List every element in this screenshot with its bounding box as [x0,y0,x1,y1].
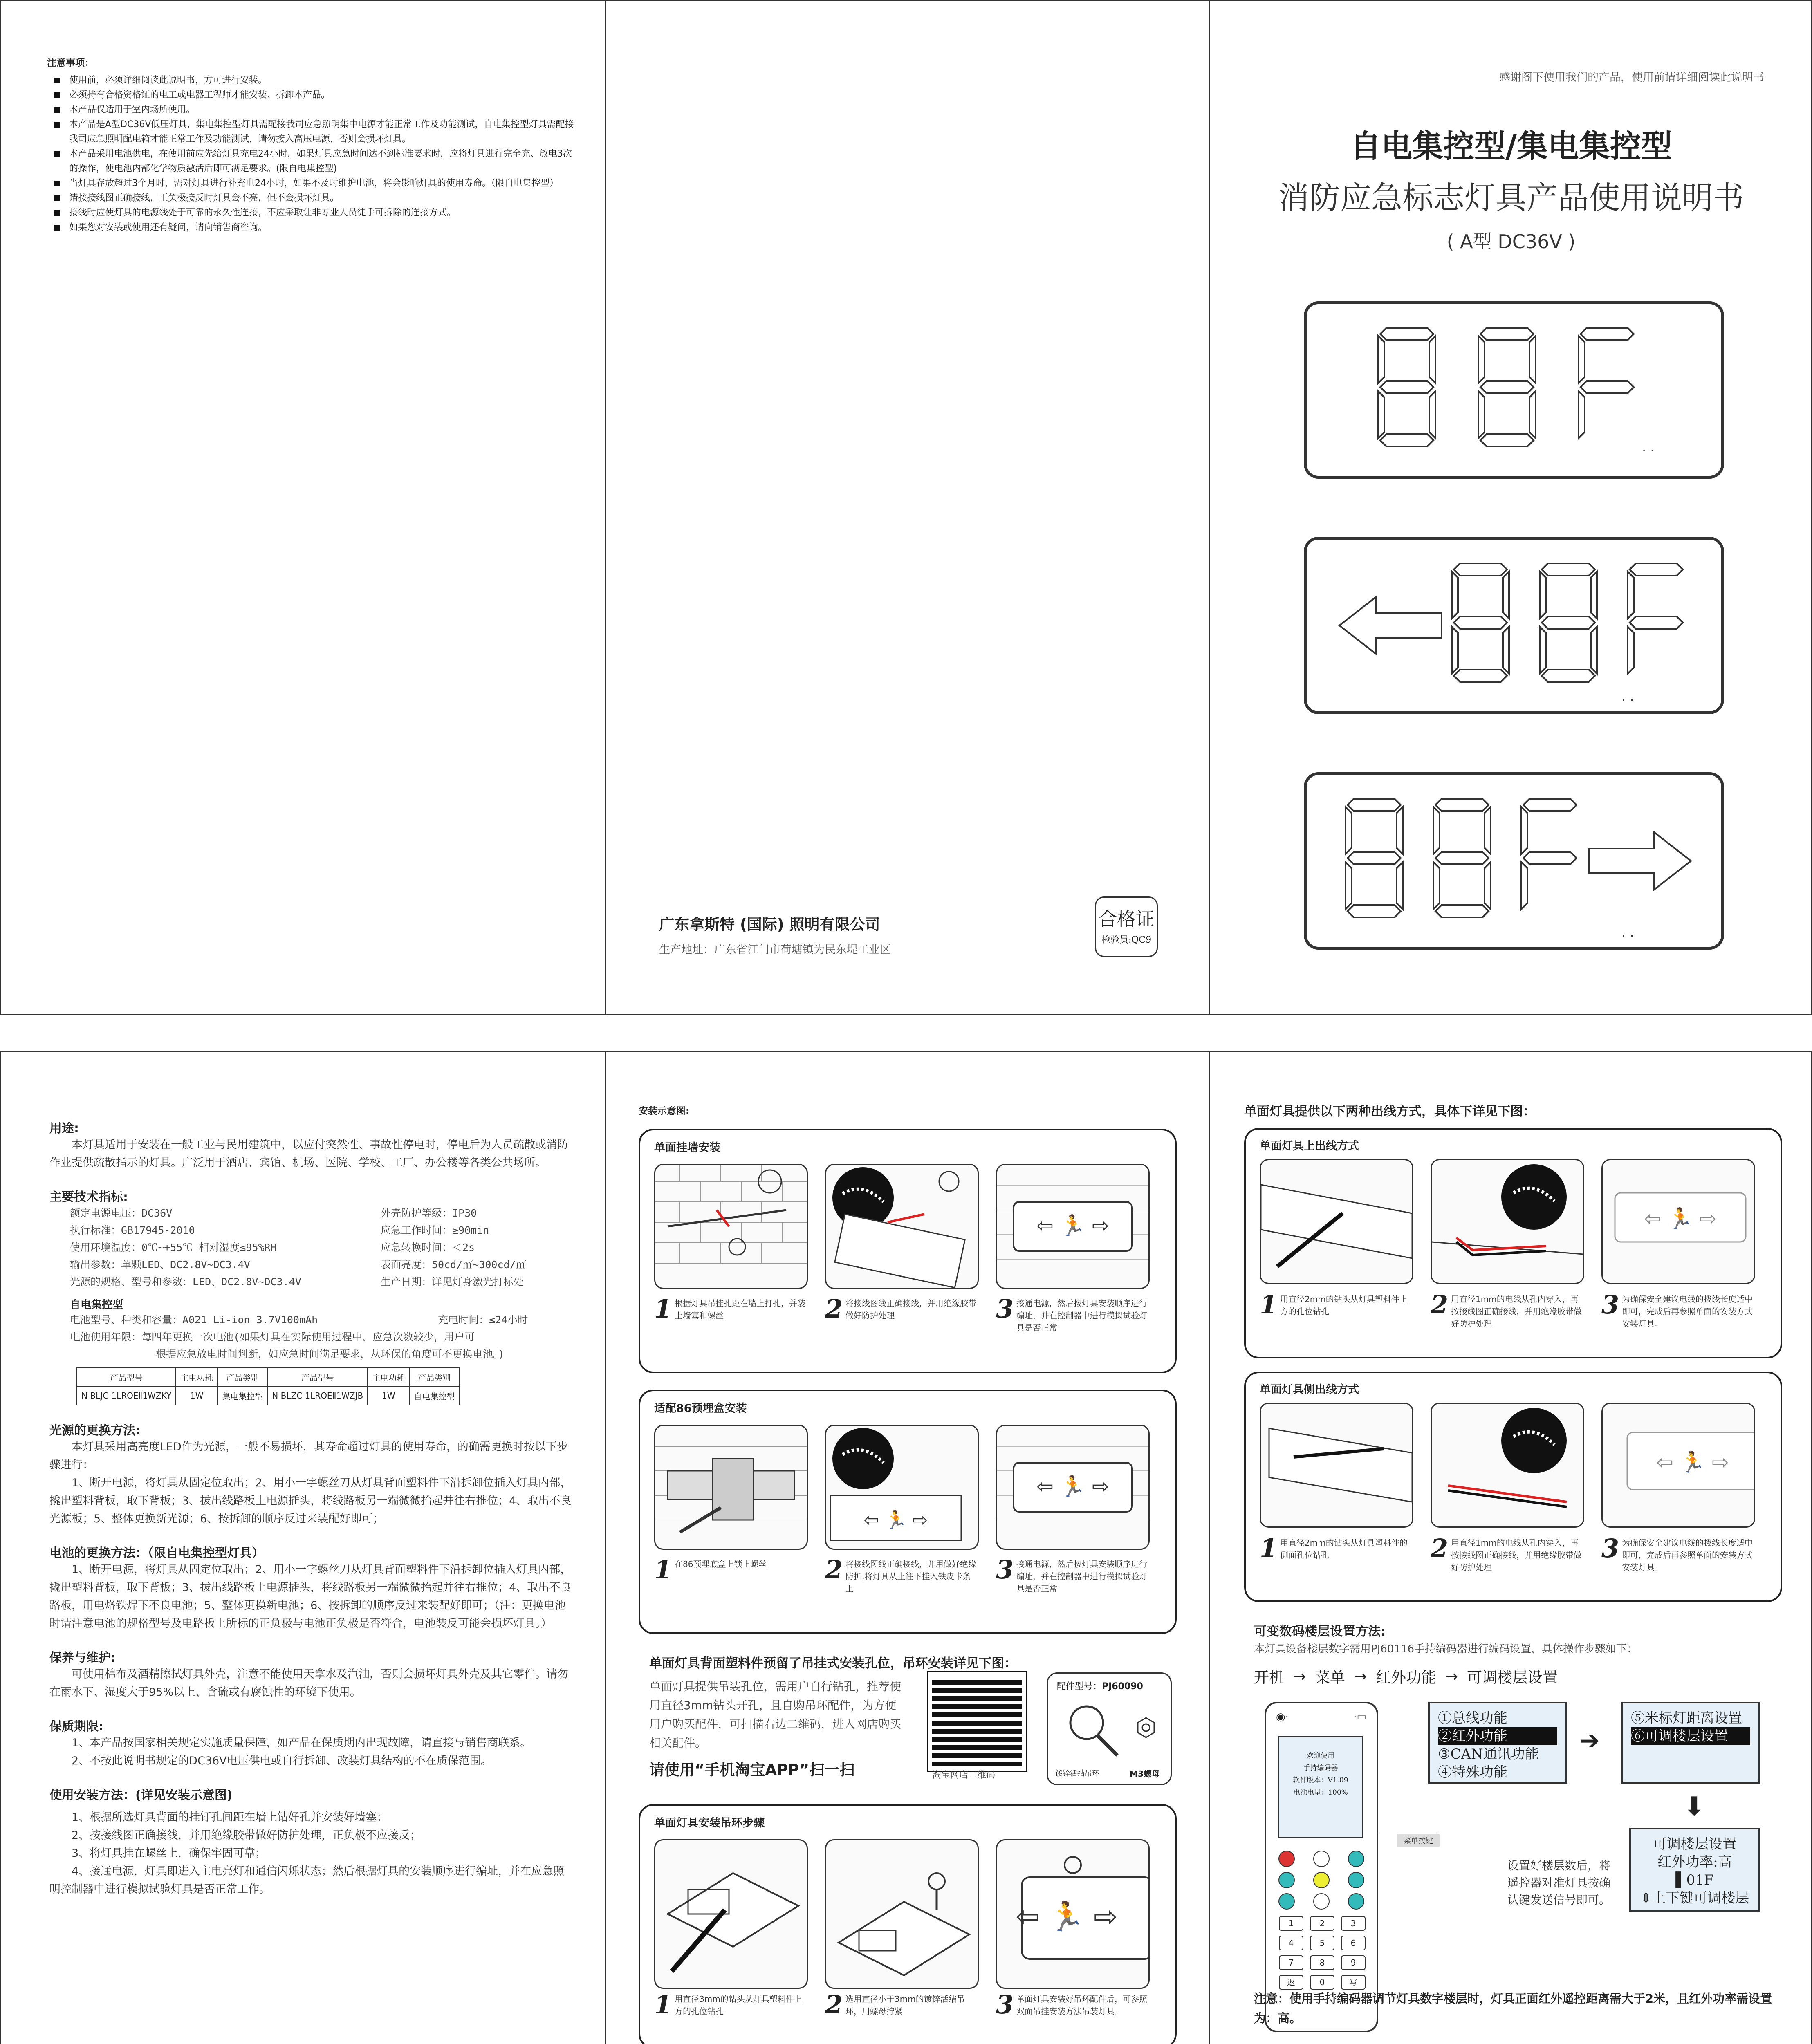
part-box [1047,1672,1172,1785]
keypad-key[interactable]: 1 [1279,1916,1303,1931]
install-step: 2、按接线图正确接线，并用绝缘胶带做好防护处理，正负极不应接反； [72,1829,421,1842]
cover-model: ( A型 DC36V ) [1446,231,1576,253]
top-step1-figure [1260,1159,1413,1284]
func-button[interactable] [1348,1851,1364,1867]
spec-item: 使用环境温度：0℃~+55℃ 相对湿度≤95%RH [70,1242,277,1253]
install-step: 1、根据所选灯具背面的挂钉孔间距在墙上钻好孔并安装好墙塞； [72,1811,388,1824]
exit-sign-icon [1603,1404,1754,1526]
remote-encoder [1265,1702,1378,2032]
down-button[interactable] [1313,1893,1330,1910]
note-item: 必须持有合格资格证的电工或电器工程师才能安装、拆卸本产品。 [47,88,580,103]
floor-title: 可变数码楼层设置方法: [1254,1624,1386,1639]
step-number: 3 [996,1990,1014,2019]
certificate-stamp [1095,896,1158,957]
spec-left-col [70,1205,381,1291]
step-number: 3 [996,1294,1014,1324]
maint-title: 保养与维护: [49,1651,116,1665]
exit-sign-icon [997,1165,1148,1288]
notes-list [47,73,580,235]
table-header-cell: 产品型号 [267,1367,368,1386]
flow-step: 可调楼层设置 [1467,1669,1558,1686]
table-cell: 1W [176,1386,218,1405]
sign-arrows: ⇦ 🏃 ⇨ [1656,1450,1729,1474]
flow-step: 菜单 [1315,1669,1346,1686]
warranty-1: 1、本产品按国家相关规定实施质量保障，如产品在保质期内出现故障，请直接与销售商联系。 [72,1737,531,1749]
back-button[interactable] [1278,1893,1295,1910]
wall-install-box [639,1129,1177,1373]
flow-step: 红外功能 [1376,1669,1437,1686]
keypad-key[interactable]: 返 [1279,1975,1303,1990]
menu-item: ③CAN通讯功能 [1438,1746,1539,1762]
menu-item: 红外功率:高 [1657,1854,1732,1870]
side-step2-figure [1431,1403,1584,1528]
note-item: 使用前，必须详细阅读此说明书，方可进行安装。 [47,73,580,88]
lcd-menu-1 [1428,1702,1567,1784]
keypad-key[interactable]: 7 [1279,1955,1303,1970]
table-header-cell: 产品型号 [77,1367,176,1386]
note-item: 本产品是A型DC36V低压灯具，集电集控型灯具需配接我司应急照明集中电源才能正常工作及功能测试，自电集控型灯具需配接我司应急照明配电箱才能正常工作及功能测试，请勿接入高压电源，否则会损坏灯具。 [47,117,580,147]
step-number: 2 [825,1294,843,1324]
keypad-key[interactable]: 写 [1341,1975,1366,1990]
lcd-menu-3 [1629,1828,1760,1912]
top-wiring-box [1244,1128,1782,1358]
drill-icon [1261,1404,1412,1526]
brick-wall-icon [655,1165,807,1288]
right-arrow-icon [1589,832,1691,890]
sign-dots: . . [1642,439,1655,455]
table-cell: N-BLZC-1LROEⅡ1WZJB [267,1386,368,1405]
step-text: 选用直径小于3mm的镀锌活结吊环，用螺母拧紧 [845,1994,965,2016]
table-header-cell: 主电功耗 [368,1367,409,1386]
install-step: 3、将灯具挂在螺丝上，确保牢固可靠； [72,1847,267,1860]
letter-f-icon [1628,563,1683,674]
step-text: 在86预埋底盒上锁上螺丝 [675,1559,767,1569]
drill-icon [655,1840,807,1988]
product-table [76,1367,460,1405]
manual-panel [1,1052,605,2044]
cert-title: 合格证 [1098,908,1155,930]
hang-step2-figure [825,1839,979,1989]
remote-screen [1278,1736,1363,1838]
sign-arrows: ⇦ 🏃 ⇨ [1036,1214,1109,1237]
floor-sign-plain [1304,301,1724,479]
menu-item: ①总线功能 [1438,1710,1507,1726]
battery-title: 电池的更换方法：（限自电集控型灯具） [49,1546,264,1560]
wiring-closeup-icon [1432,1160,1583,1283]
install-step: 4、接通电源，灯具即进入主电亮灯和通信闪烁状态；然后根据灯具的安装顺序进行编址，并在应急照明控制器中进行模拟试验灯具是否正常工作。 [49,1865,565,1896]
left-button[interactable] [1278,1872,1295,1888]
flow-arrow-icon: → [1293,1667,1306,1685]
step-number: 1 [654,1990,672,2019]
wall-title: 单面挂墙安装 [654,1141,720,1154]
ring-and-nut-icon [1048,1694,1171,1768]
spec-item: 执行标准：GB17945-2010 [70,1224,195,1236]
spec-item: 外壳防护等级：IP30 [381,1207,477,1219]
step-text: 将接线图线正确接线，并用做好绝缘防护,将灯具从上往下挂入铁皮卡条上 [845,1559,976,1594]
cert-inspector: 检验员:QC9 [1101,935,1152,945]
battery-life: 电池使用年限：每四年更换一次电池(如果灯具在实际使用过程中，应急次数较少，用户可 [70,1331,475,1343]
warranty-2: 2、不按此说明书规定的DC36V电压供电或自行拆卸、改装灯具结构的不在质保范围。 [72,1755,492,1767]
battery-life-2: 根据应急放电时间判断，如应急时间满足要求，从环保的角度可不更换电池。) [156,1348,505,1360]
menu-item: ⇕上下键可调楼层 [1640,1890,1749,1906]
self-control-title: 自电集控型 [70,1299,123,1311]
wiring-closeup-icon [826,1165,978,1288]
install-panel [605,1052,1209,2044]
hang-step1-figure [654,1839,808,1989]
step-text: 根据灯具吊挂孔距在墙上打孔，并装上墙塞和螺丝 [675,1298,805,1320]
hang-steps-title: 单面灯具安装吊环步骤 [654,1817,765,1829]
install-label: 安装示意图: [639,1106,690,1116]
step-number: 1 [654,1294,672,1324]
wall-step3-figure [996,1164,1150,1289]
sign-dots: . . [1621,689,1634,704]
hang-text: 单面灯具提供吊装孔位，需用户自行钻孔，推荐使用直径3mm钻头开孔，且自购吊环配件，为方便用户购买配件，可扫描右边二维码，进入网店购买相关配件。 [649,1680,902,1750]
step-text: 将接线图线正确接线，并用绝缘胶带做好防护处理 [845,1298,976,1320]
cover-panel [1209,1,1812,1014]
spec-item: 输出参数：单颗LED、DC2.8V~DC3.4V [70,1259,250,1271]
keypad-key[interactable]: 3 [1341,1916,1366,1931]
qr-code-icon [928,1672,1026,1771]
sign-arrows: ⇦ 🏃 ⇨ [1036,1475,1109,1498]
spec-item: 应急工作时间：≥90min [381,1224,489,1236]
remote-screen-line: 欢迎使用 [1307,1752,1334,1760]
digit-8-icon [1433,799,1491,917]
box86-title: 适配86预埋盒安装 [654,1402,747,1415]
remote-screen-line: 电池电量：100% [1293,1788,1348,1797]
digit-8-icon [1346,799,1403,917]
wiring-note: 注意：使用手持编码器调节灯具数字楼层时，灯具正面红外遥控距离需大于2米，且红外功率需设置为：高。 [1254,1992,1772,2025]
step-number: 2 [825,1555,843,1585]
digit-8-icon [1452,563,1509,682]
note-item: 如果您对安装或使用还有疑问，请向销售商咨询。 [47,220,580,235]
taobao-scan-text: 请使用“手机淘宝APP”扫一扫 [649,1761,855,1779]
install-title: 使用安装方法：(详见安装示意图) [49,1788,233,1802]
step-number: 2 [1431,1290,1449,1320]
company-panel [605,1,1209,1014]
menu-item: ⑤米标灯距离设置 [1631,1710,1742,1726]
side-step3-figure [1601,1403,1755,1528]
step-number: 2 [1431,1533,1449,1563]
menu-item: ⑥可调楼层设置 [1631,1727,1750,1745]
wall-step1-figure [654,1164,808,1289]
sign-arrows: ⇦ 🏃 ⇨ [863,1510,928,1531]
keypad-key[interactable]: 6 [1341,1936,1366,1950]
hang-heading: 单面灯具背面塑料件预留了吊挂式安装孔位，吊环安装详见下图： [649,1656,1017,1671]
wall-step2-figure [825,1164,979,1289]
usage-text: 本灯具适用于安装在一般工业与民用建筑中，以应付突然性、事故性停电时，停电后为人员疏散或消防作业提供疏散指示的灯具。广泛用于酒店、宾馆、机场、医院、学校、工厂、办公楼等各类公共场所。 [49,1139,568,1169]
box86-step3-figure [996,1425,1150,1550]
spec-item: 表面亮度：50cd/㎡~300cd/㎡ [381,1259,526,1271]
maint-text: 可使用棉布及酒精擦拭灯具外壳，注意不能使用天拿水及汽油，否则会损坏灯具外壳及其它零件。请勿在雨水下、湿度大于95%以上、含硫或有腐蚀性的环境下使用。 [49,1668,568,1699]
sign-arrows: ⇦ 🏃 ⇨ [1016,1900,1118,1933]
keypad-key[interactable]: 0 [1310,1975,1334,1990]
top-sheet [0,0,1812,1015]
step-text: 接通电源，然后按灯具安装顺序进行编址，并在控制器中进行模拟试验灯具是否正常 [1016,1559,1147,1594]
spec-item: 光源的规格、型号和参数：LED、DC2.8V~DC3.4V [70,1276,301,1288]
menu-item: ④特殊功能 [1438,1764,1507,1780]
left-arrow-icon [1339,597,1442,654]
note-item: 本产品仅适用于室内场所使用。 [47,103,580,117]
step-number: 3 [1601,1290,1619,1320]
step-text: 为确保安全建议电线的拨线长度适中即可，完成后再参照单面的安装方式安装灯具。 [1622,1294,1753,1329]
keypad-key[interactable]: 2 [1310,1916,1334,1931]
company-name: 广东拿斯特 (国际) 照明有限公司 [659,916,880,933]
ring-label: 镀锌活结吊环 [1055,1769,1099,1778]
light-steps: 1、断开电源，将灯具从固定位取出；2、用小一字螺丝刀从灯具背面塑料件下沿拆卸位插入灯具内部，撬出塑料背板，取下背板；3、拔出线路板上电源插头，将线路板另一端微微抬起并往右推位；4、取出不良光源板；5、整体更换新光源；6、按拆卸的顺序反过来装配好即可； [49,1477,572,1525]
flow-arrow-icon: → [1354,1667,1367,1685]
menu-item: ▌01F [1675,1872,1714,1888]
exit-sign-icon [997,1426,1148,1549]
ok-button[interactable] [1348,1893,1364,1910]
sign-arrows: ⇦ 🏃 ⇨ [1644,1207,1717,1230]
remote-ir-icon: ◉· [1276,1711,1289,1723]
step-text: 用直径1mm的电线从孔内穿入，再按接线图正确接线，并用绝缘胶带做好防护处理 [1451,1538,1582,1572]
top-step2-figure [1431,1159,1584,1284]
side-wiring-title: 单面灯具侧出线方式 [1260,1383,1359,1396]
floor-text: 本灯具设备楼层数字需用PJ60116手持编码器进行编码设置，具体操作步骤如下： [1254,1643,1638,1655]
bottom-sheet [0,1051,1812,2044]
battery-icon: ·▭ [1353,1711,1367,1723]
seven-segment-display [1307,304,1721,476]
step-text: 用直径2mm的钻头从灯具塑料件的侧面孔位钻孔 [1280,1538,1408,1560]
hang-steps-box [639,1804,1177,2044]
table-header-row [77,1367,459,1386]
keypad-key[interactable]: 9 [1341,1955,1366,1970]
right-arrow-icon: ➔ [1579,1726,1600,1755]
part-number: PJ60090 [1102,1681,1143,1692]
remote-screen-line: 软件版本：V1.09 [1293,1776,1348,1784]
qr-caption: 淘宝网店二维码 [932,1770,996,1780]
battery-spec: 电池型号、种类和容量：A021 Li-ion 3.7V100mAh [70,1314,318,1326]
note-item: 当灯具存放超过3个月时，需对灯具进行补充电24小时，如果不及时维护电池，将会影响灯具的使用寿命。（限自电集控型） [47,176,580,191]
down-arrow-icon: ⬇ [1683,1792,1705,1822]
top-step3-figure [1601,1159,1755,1284]
box86-step2-figure [825,1425,979,1550]
power-button[interactable] [1278,1851,1295,1867]
wiring-closeup-icon [826,1426,978,1549]
step-text: 为确保安全建议电线的拨线长度适中即可，完成后再参照单面的安装方式安装灯具。 [1622,1538,1753,1572]
spec-item: 额定电源电压：DC36V [70,1207,173,1219]
flow-steps [1254,1665,1558,1687]
table-cell: 1W [368,1386,409,1405]
flow-arrow-icon: → [1445,1667,1458,1685]
part-label: 配件型号： [1057,1681,1102,1692]
menu-key-label: 菜单按键 [1397,1834,1440,1847]
keypad-key[interactable]: 8 [1310,1955,1334,1970]
manual-body [49,1118,573,1898]
spec-right-col [381,1205,526,1291]
step-text: 单面灯具安装好吊环配件后，可参照双面吊挂安装方法吊装灯具。 [1016,1994,1147,2016]
menu-button[interactable] [1313,1872,1330,1888]
side-wiring-box [1244,1372,1782,1602]
light-text: 本灯具采用高亮度LED作为光源，一般不易损坏，其寿命超过灯具的使用寿命，的确需更换时按以下步骤进行： [49,1441,568,1471]
table-header-cell: 产品类别 [409,1367,459,1386]
spec-item: 生产日期：详见灯身激光打标处 [381,1276,524,1288]
cover-subtitle: 消防应急标志灯具产品使用说明书 [1278,179,1744,216]
digit-8-icon [1478,328,1536,446]
step-text: 用直径3mm的钻头从灯具塑料件上方的孔位钻孔 [675,1994,802,2016]
lcd-menu-2 [1621,1702,1760,1784]
company-address: 生产地址：广东省江门市荷塘镇为民东堤工业区 [659,944,891,956]
battery-steps: 1、断开电源，将灯具从固定位取出；2、用小一字螺丝刀从灯具背面塑料件下沿拆卸位插入灯具内部，撬出塑料背板，取下背板；3、拔出线路板上电源插头，将线路板另一端微微抬起并往右推位；4、取出不良路板，用电烙铁焊下不良电池；5、整体更换新电池；6、按拆卸的顺序反过来装配好即可；（注：更换电池时请注意电池的规格型号及电路板上所标的正负极与电池正负极是否符合，电池装反可能会损坏灯具。） [49,1563,572,1630]
note-item: 接线时应使灯具的电源线处于可靠的永久性连接，不应采取让非专业人员徒手可拆除的连接方式。 [47,206,580,220]
ring-install-icon [826,1840,978,1988]
menu-item: 可调楼层设置 [1653,1836,1736,1852]
top-wiring-title: 单面灯具上出线方式 [1260,1140,1359,1152]
nut-label: M3螺母 [1130,1769,1160,1779]
box86-step1-figure [654,1425,808,1550]
keypad-key[interactable]: 4 [1279,1936,1303,1950]
side-step1-figure [1260,1403,1413,1528]
table-cell: N-BLJC-1LROEⅡ1WZKY [77,1386,176,1405]
step-number: 1 [1260,1533,1278,1563]
box86-install-box [639,1390,1177,1634]
cover-thanks: 感谢阁下使用我们的产品，使用前请详细阅读此说明书 [1499,71,1764,84]
left-arrow-display [1307,540,1721,711]
light-title: 光源的更换方法: [49,1423,140,1438]
charge-time: 充电时间：≤24小时 [438,1314,528,1326]
cover-title: 自电集控型/集电集控型 [1350,128,1672,164]
note-item: 本产品采用电池供电，在使用前应先给灯具充电24小时，如果灯具应急时间达不到标准要求时，应将灯具进行完全充、放电3次的操作，使电池内部化学物质激活后即可满足要求。(限自电集控型) [47,147,580,176]
table-cell: 集电集控型 [218,1386,267,1405]
floor-sign-left-arrow [1304,537,1724,714]
right-arrow-display [1307,775,1721,947]
notes-title: 注意事项： [47,58,94,68]
drill-icon [1261,1160,1412,1283]
sign-dots: . . [1621,924,1634,940]
letter-f-icon [1521,799,1577,909]
table-header-cell: 主电功耗 [176,1367,218,1386]
digit-8-icon [1378,328,1435,446]
spec-grid [49,1205,573,1291]
exit-sign-icon [1603,1160,1754,1283]
battery-row [49,1311,573,1329]
table-cell: 自电集控型 [409,1386,459,1405]
mount-plate-icon [655,1426,807,1549]
step-number: 3 [1601,1533,1619,1563]
wiring-panel [1209,1052,1812,2044]
warranty-title: 保质期限: [49,1719,103,1734]
keypad-key[interactable]: 5 [1310,1936,1334,1950]
digit-8-icon [1540,563,1597,682]
step-number: 1 [1260,1290,1278,1320]
remote-keys [1278,1851,1364,1990]
step-text: 用直径1mm的电线从孔内穿入，再按接线图正确接线，并用绝缘胶带做好防护处理 [1451,1294,1582,1329]
up-button[interactable] [1313,1851,1330,1867]
step-text: 用直径2mm的钻头从灯具塑料件上方的孔位钻孔 [1280,1294,1408,1316]
usage-title: 用途: [49,1121,79,1136]
install-steps [49,1809,573,1898]
spec-item: 应急转换时间：＜2s [381,1242,475,1253]
step-number: 3 [996,1555,1014,1585]
right-button[interactable] [1348,1872,1364,1888]
letter-f-icon [1579,328,1634,438]
note-item: 请按接线图正确接线，正负极接反时灯具会不亮，但不会损坏灯具。 [47,191,580,206]
step-number: 2 [825,1990,843,2019]
table-row [77,1386,459,1405]
after-text: 设置好楼层数后，将遥控器对准灯具按确认键发送信号即可。 [1507,1859,1611,1907]
spec-title: 主要技术指标: [49,1190,128,1204]
flow-step: 开机 [1254,1669,1284,1686]
menu-item: ②红外功能 [1438,1727,1557,1745]
wiring-heading: 单面灯具提供以下两种出线方式，具体下详见下图： [1244,1104,1536,1119]
floor-sign-right-arrow [1304,772,1724,950]
step-number: 1 [654,1555,672,1585]
hang-step3-figure [996,1839,1150,1989]
step-text: 接通电源，然后按灯具安装顺序进行编址，并在控制器中进行模拟试验灯具是否正常 [1016,1298,1147,1333]
wiring-closeup-icon [1432,1404,1583,1526]
table-header-cell: 产品类别 [218,1367,267,1386]
keypad [1278,1916,1364,1990]
remote-screen-line: 手持编码器 [1303,1764,1338,1772]
notes-panel [1,1,605,1014]
hung-sign-icon [997,1840,1148,1988]
